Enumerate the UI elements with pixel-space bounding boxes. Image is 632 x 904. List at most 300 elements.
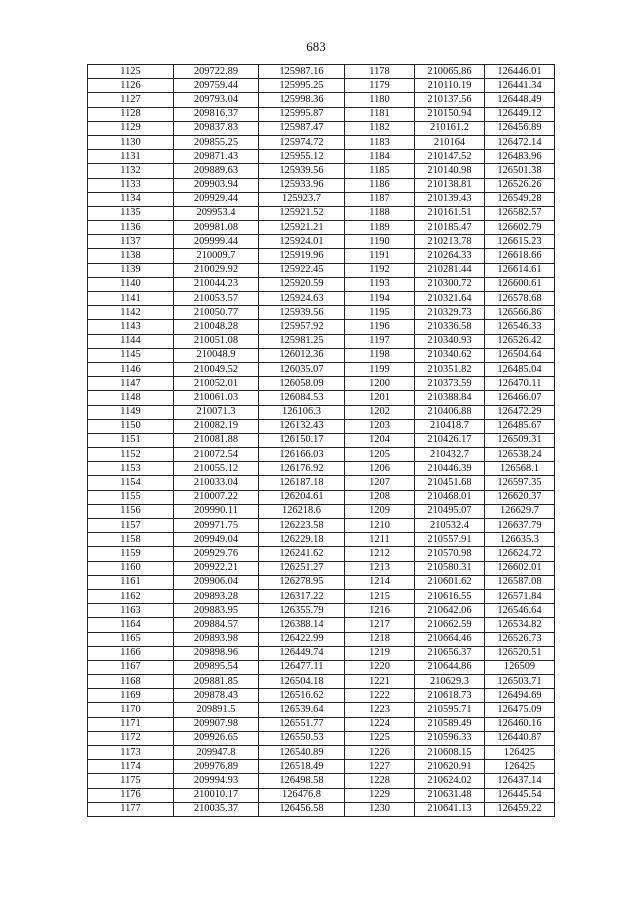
point-number-right-cell: 1200 (345, 377, 415, 391)
point-number-right-cell: 1186 (345, 178, 415, 192)
point-number-right-cell: 1230 (345, 802, 415, 816)
x-coordinate-right-cell: 210185.47 (415, 221, 485, 235)
x-coordinate-right-cell: 210139.43 (415, 192, 485, 206)
y-coordinate-right-cell: 126503.71 (485, 675, 555, 689)
y-coordinate-left-cell: 126223.58 (259, 519, 345, 533)
x-coordinate-right-cell: 210340.93 (415, 334, 485, 348)
x-coordinate-left-cell: 209929.76 (174, 547, 259, 561)
point-number-left-cell: 1158 (88, 533, 174, 547)
point-number-left-cell: 1145 (88, 348, 174, 362)
point-number-right-cell: 1199 (345, 362, 415, 376)
point-number-left-cell: 1133 (88, 178, 174, 192)
x-coordinate-left-cell: 209949.04 (174, 533, 259, 547)
point-number-right-cell: 1222 (345, 689, 415, 703)
table-row (88, 362, 555, 376)
point-number-left-cell: 1152 (88, 448, 174, 462)
table-row (88, 448, 555, 462)
x-coordinate-right-cell: 210468.01 (415, 490, 485, 504)
y-coordinate-left-cell: 126166.03 (259, 448, 345, 462)
point-number-right-cell: 1207 (345, 476, 415, 490)
point-number-left-cell: 1163 (88, 604, 174, 618)
x-coordinate-left-cell: 210035.37 (174, 802, 259, 816)
x-coordinate-right-cell: 210065.86 (415, 65, 485, 79)
point-number-left-cell: 1142 (88, 306, 174, 320)
y-coordinate-right-cell: 126441.34 (485, 79, 555, 93)
point-number-right-cell: 1188 (345, 206, 415, 220)
y-coordinate-left-cell: 125957.92 (259, 320, 345, 334)
point-number-right-cell: 1229 (345, 788, 415, 802)
y-coordinate-left-cell: 125921.21 (259, 221, 345, 235)
point-number-right-cell: 1195 (345, 306, 415, 320)
x-coordinate-right-cell: 210161.51 (415, 206, 485, 220)
y-coordinate-left-cell: 125995.87 (259, 107, 345, 121)
y-coordinate-right-cell: 126571.84 (485, 589, 555, 603)
x-coordinate-right-cell: 210580.31 (415, 561, 485, 575)
y-coordinate-left-cell: 126456.58 (259, 802, 345, 816)
point-number-left-cell: 1160 (88, 561, 174, 575)
point-number-left-cell: 1138 (88, 249, 174, 263)
point-number-right-cell: 1218 (345, 632, 415, 646)
x-coordinate-right-cell: 210300.72 (415, 277, 485, 291)
table-row (88, 519, 555, 533)
y-coordinate-left-cell: 126551.77 (259, 717, 345, 731)
y-coordinate-right-cell: 126526.73 (485, 632, 555, 646)
table-row (88, 419, 555, 433)
table-row (88, 646, 555, 660)
table-row (88, 504, 555, 518)
x-coordinate-right-cell: 210446.39 (415, 462, 485, 476)
point-number-left-cell: 1167 (88, 660, 174, 674)
y-coordinate-right-cell: 126602.79 (485, 221, 555, 235)
table-row (88, 292, 555, 306)
point-number-right-cell: 1227 (345, 760, 415, 774)
point-number-left-cell: 1141 (88, 292, 174, 306)
y-coordinate-right-cell: 126437.14 (485, 774, 555, 788)
y-coordinate-right-cell: 126597.35 (485, 476, 555, 490)
table-row (88, 689, 555, 703)
table-row (88, 221, 555, 235)
y-coordinate-left-cell: 125922.45 (259, 263, 345, 277)
point-number-left-cell: 1176 (88, 788, 174, 802)
point-number-right-cell: 1187 (345, 192, 415, 206)
y-coordinate-left-cell: 126204.61 (259, 490, 345, 504)
point-number-left-cell: 1159 (88, 547, 174, 561)
point-number-left-cell: 1132 (88, 164, 174, 178)
y-coordinate-left-cell: 125924.63 (259, 292, 345, 306)
point-number-left-cell: 1125 (88, 65, 174, 79)
y-coordinate-left-cell: 125955.12 (259, 150, 345, 164)
x-coordinate-left-cell: 209906.04 (174, 575, 259, 589)
x-coordinate-left-cell: 209990.11 (174, 504, 259, 518)
table-row (88, 107, 555, 121)
x-coordinate-left-cell: 209837.83 (174, 121, 259, 135)
table-row (88, 547, 555, 561)
x-coordinate-right-cell: 210495.07 (415, 504, 485, 518)
point-number-right-cell: 1184 (345, 150, 415, 164)
y-coordinate-left-cell: 125919.96 (259, 249, 345, 263)
table-row (88, 164, 555, 178)
point-number-right-cell: 1203 (345, 419, 415, 433)
table-row (88, 192, 555, 206)
y-coordinate-right-cell: 126620.37 (485, 490, 555, 504)
point-number-right-cell: 1223 (345, 703, 415, 717)
point-number-right-cell: 1189 (345, 221, 415, 235)
x-coordinate-right-cell: 210618.73 (415, 689, 485, 703)
x-coordinate-right-cell: 210329.73 (415, 306, 485, 320)
y-coordinate-left-cell: 126539.64 (259, 703, 345, 717)
point-number-right-cell: 1217 (345, 618, 415, 632)
x-coordinate-left-cell: 210033.04 (174, 476, 259, 490)
table-row (88, 561, 555, 575)
table-row (88, 320, 555, 334)
point-number-left-cell: 1161 (88, 575, 174, 589)
x-coordinate-left-cell: 209871.43 (174, 150, 259, 164)
y-coordinate-right-cell: 126614.61 (485, 263, 555, 277)
point-number-right-cell: 1192 (345, 263, 415, 277)
coordinate-table-body (88, 65, 555, 817)
x-coordinate-right-cell: 210388.84 (415, 391, 485, 405)
point-number-left-cell: 1153 (88, 462, 174, 476)
x-coordinate-right-cell: 210336.58 (415, 320, 485, 334)
x-coordinate-left-cell: 209816.37 (174, 107, 259, 121)
y-coordinate-left-cell: 126540.89 (259, 746, 345, 760)
y-coordinate-right-cell: 126440.87 (485, 731, 555, 745)
y-coordinate-left-cell: 126550.53 (259, 731, 345, 745)
x-coordinate-right-cell: 210662.59 (415, 618, 485, 632)
point-number-left-cell: 1164 (88, 618, 174, 632)
table-row (88, 746, 555, 760)
point-number-left-cell: 1131 (88, 150, 174, 164)
x-coordinate-left-cell: 209981.08 (174, 221, 259, 235)
point-number-left-cell: 1166 (88, 646, 174, 660)
table-row (88, 462, 555, 476)
table-row (88, 660, 555, 674)
table-row (88, 405, 555, 419)
table-row (88, 306, 555, 320)
x-coordinate-right-cell: 210596.33 (415, 731, 485, 745)
y-coordinate-right-cell: 126425 (485, 760, 555, 774)
x-coordinate-left-cell: 209903.94 (174, 178, 259, 192)
y-coordinate-left-cell: 126518.49 (259, 760, 345, 774)
point-number-right-cell: 1215 (345, 589, 415, 603)
x-coordinate-right-cell: 210150.94 (415, 107, 485, 121)
y-coordinate-right-cell: 126615.23 (485, 235, 555, 249)
x-coordinate-left-cell: 209889.63 (174, 164, 259, 178)
y-coordinate-right-cell: 126578.68 (485, 292, 555, 306)
point-number-right-cell: 1202 (345, 405, 415, 419)
table-row (88, 533, 555, 547)
y-coordinate-right-cell: 126483.96 (485, 150, 555, 164)
point-number-right-cell: 1216 (345, 604, 415, 618)
table-row (88, 249, 555, 263)
y-coordinate-left-cell: 126388.14 (259, 618, 345, 632)
y-coordinate-right-cell: 126485.04 (485, 362, 555, 376)
x-coordinate-left-cell: 209793.04 (174, 93, 259, 107)
x-coordinate-left-cell: 210072.54 (174, 448, 259, 462)
x-coordinate-left-cell: 210010.17 (174, 788, 259, 802)
point-number-right-cell: 1182 (345, 121, 415, 135)
table-row (88, 604, 555, 618)
y-coordinate-left-cell: 125995.25 (259, 79, 345, 93)
point-number-left-cell: 1172 (88, 731, 174, 745)
y-coordinate-right-cell: 126600.61 (485, 277, 555, 291)
y-coordinate-left-cell: 126251.27 (259, 561, 345, 575)
y-coordinate-left-cell: 126278.95 (259, 575, 345, 589)
table-row (88, 206, 555, 220)
x-coordinate-left-cell: 209878.43 (174, 689, 259, 703)
point-number-right-cell: 1213 (345, 561, 415, 575)
table-row (88, 788, 555, 802)
point-number-right-cell: 1226 (345, 746, 415, 760)
x-coordinate-right-cell: 210137.56 (415, 93, 485, 107)
point-number-right-cell: 1178 (345, 65, 415, 79)
x-coordinate-left-cell: 209947.8 (174, 746, 259, 760)
table-row (88, 348, 555, 362)
point-number-left-cell: 1156 (88, 504, 174, 518)
point-number-left-cell: 1127 (88, 93, 174, 107)
table-row (88, 334, 555, 348)
table-row (88, 476, 555, 490)
x-coordinate-right-cell: 210589.49 (415, 717, 485, 731)
x-coordinate-left-cell: 210009.7 (174, 249, 259, 263)
y-coordinate-right-cell: 126494.69 (485, 689, 555, 703)
point-number-right-cell: 1197 (345, 334, 415, 348)
point-number-left-cell: 1130 (88, 135, 174, 149)
point-number-left-cell: 1171 (88, 717, 174, 731)
x-coordinate-left-cell: 209999.44 (174, 235, 259, 249)
table-row (88, 65, 555, 79)
x-coordinate-right-cell: 210624.02 (415, 774, 485, 788)
y-coordinate-left-cell: 126229.18 (259, 533, 345, 547)
x-coordinate-left-cell: 210007.22 (174, 490, 259, 504)
point-number-right-cell: 1214 (345, 575, 415, 589)
table-row (88, 433, 555, 447)
y-coordinate-left-cell: 126422.99 (259, 632, 345, 646)
y-coordinate-left-cell: 125981.25 (259, 334, 345, 348)
point-number-right-cell: 1206 (345, 462, 415, 476)
x-coordinate-right-cell: 210340.62 (415, 348, 485, 362)
x-coordinate-right-cell: 210631.48 (415, 788, 485, 802)
y-coordinate-right-cell: 126425 (485, 746, 555, 760)
y-coordinate-left-cell: 125974.72 (259, 135, 345, 149)
x-coordinate-left-cell: 210071.3 (174, 405, 259, 419)
x-coordinate-right-cell: 210432.7 (415, 448, 485, 462)
point-number-left-cell: 1170 (88, 703, 174, 717)
y-coordinate-right-cell: 126475.09 (485, 703, 555, 717)
x-coordinate-left-cell: 209922.21 (174, 561, 259, 575)
y-coordinate-right-cell: 126526.26 (485, 178, 555, 192)
x-coordinate-left-cell: 209953.4 (174, 206, 259, 220)
y-coordinate-left-cell: 126241.62 (259, 547, 345, 561)
y-coordinate-right-cell: 126456.89 (485, 121, 555, 135)
x-coordinate-left-cell: 209881.85 (174, 675, 259, 689)
point-number-left-cell: 1143 (88, 320, 174, 334)
x-coordinate-right-cell: 210138.81 (415, 178, 485, 192)
y-coordinate-left-cell: 125987.47 (259, 121, 345, 135)
x-coordinate-right-cell: 210608.15 (415, 746, 485, 760)
table-row (88, 760, 555, 774)
x-coordinate-left-cell: 210082.19 (174, 419, 259, 433)
table-row (88, 79, 555, 93)
y-coordinate-right-cell: 126472.29 (485, 405, 555, 419)
y-coordinate-right-cell: 126485.67 (485, 419, 555, 433)
y-coordinate-left-cell: 126516.62 (259, 689, 345, 703)
x-coordinate-left-cell: 209994.93 (174, 774, 259, 788)
y-coordinate-right-cell: 126466.07 (485, 391, 555, 405)
x-coordinate-left-cell: 210053.57 (174, 292, 259, 306)
x-coordinate-right-cell: 210164 (415, 135, 485, 149)
y-coordinate-left-cell: 126504.18 (259, 675, 345, 689)
y-coordinate-right-cell: 126618.66 (485, 249, 555, 263)
coordinate-table (87, 64, 555, 817)
y-coordinate-left-cell: 126355.79 (259, 604, 345, 618)
x-coordinate-left-cell: 209895.54 (174, 660, 259, 674)
table-row (88, 802, 555, 816)
y-coordinate-left-cell: 125939.56 (259, 306, 345, 320)
point-number-left-cell: 1157 (88, 519, 174, 533)
y-coordinate-left-cell: 126218.6 (259, 504, 345, 518)
y-coordinate-left-cell: 125939.56 (259, 164, 345, 178)
point-number-right-cell: 1224 (345, 717, 415, 731)
y-coordinate-right-cell: 126445.54 (485, 788, 555, 802)
table-row (88, 675, 555, 689)
y-coordinate-right-cell: 126582.57 (485, 206, 555, 220)
x-coordinate-right-cell: 210601.62 (415, 575, 485, 589)
y-coordinate-right-cell: 126538.24 (485, 448, 555, 462)
point-number-right-cell: 1190 (345, 235, 415, 249)
x-coordinate-left-cell: 210051.08 (174, 334, 259, 348)
table-row (88, 618, 555, 632)
point-number-right-cell: 1228 (345, 774, 415, 788)
point-number-right-cell: 1194 (345, 292, 415, 306)
point-number-left-cell: 1126 (88, 79, 174, 93)
table-row (88, 121, 555, 135)
point-number-left-cell: 1139 (88, 263, 174, 277)
point-number-left-cell: 1175 (88, 774, 174, 788)
x-coordinate-left-cell: 209883.95 (174, 604, 259, 618)
point-number-right-cell: 1210 (345, 519, 415, 533)
y-coordinate-left-cell: 126449.74 (259, 646, 345, 660)
table-row (88, 277, 555, 291)
table-row (88, 377, 555, 391)
y-coordinate-left-cell: 126058.09 (259, 377, 345, 391)
point-number-right-cell: 1191 (345, 249, 415, 263)
y-coordinate-right-cell: 126449.12 (485, 107, 555, 121)
point-number-right-cell: 1179 (345, 79, 415, 93)
x-coordinate-left-cell: 209891.5 (174, 703, 259, 717)
x-coordinate-right-cell: 210451.68 (415, 476, 485, 490)
point-number-left-cell: 1128 (88, 107, 174, 121)
x-coordinate-right-cell: 210641.13 (415, 802, 485, 816)
point-number-left-cell: 1168 (88, 675, 174, 689)
x-coordinate-right-cell: 210664.46 (415, 632, 485, 646)
y-coordinate-left-cell: 125933.96 (259, 178, 345, 192)
x-coordinate-right-cell: 210656.37 (415, 646, 485, 660)
y-coordinate-right-cell: 126602.01 (485, 561, 555, 575)
point-number-left-cell: 1177 (88, 802, 174, 816)
y-coordinate-left-cell: 126150.17 (259, 433, 345, 447)
point-number-left-cell: 1169 (88, 689, 174, 703)
point-number-left-cell: 1135 (88, 206, 174, 220)
x-coordinate-right-cell: 210642.06 (415, 604, 485, 618)
y-coordinate-left-cell: 125923.7 (259, 192, 345, 206)
point-number-left-cell: 1144 (88, 334, 174, 348)
point-number-left-cell: 1173 (88, 746, 174, 760)
x-coordinate-left-cell: 209759.44 (174, 79, 259, 93)
x-coordinate-right-cell: 210264.33 (415, 249, 485, 263)
x-coordinate-right-cell: 210629.3 (415, 675, 485, 689)
x-coordinate-left-cell: 210048.9 (174, 348, 259, 362)
x-coordinate-right-cell: 210595.71 (415, 703, 485, 717)
point-number-left-cell: 1129 (88, 121, 174, 135)
y-coordinate-left-cell: 125998.36 (259, 93, 345, 107)
x-coordinate-left-cell: 209971.75 (174, 519, 259, 533)
y-coordinate-right-cell: 126446.01 (485, 65, 555, 79)
point-number-left-cell: 1140 (88, 277, 174, 291)
point-number-right-cell: 1196 (345, 320, 415, 334)
y-coordinate-right-cell: 126624.72 (485, 547, 555, 561)
y-coordinate-right-cell: 126546.33 (485, 320, 555, 334)
point-number-right-cell: 1183 (345, 135, 415, 149)
x-coordinate-right-cell: 210616.55 (415, 589, 485, 603)
table-row (88, 774, 555, 788)
point-number-right-cell: 1185 (345, 164, 415, 178)
x-coordinate-left-cell: 210044.23 (174, 277, 259, 291)
x-coordinate-right-cell: 210373.59 (415, 377, 485, 391)
point-number-left-cell: 1154 (88, 476, 174, 490)
point-number-right-cell: 1212 (345, 547, 415, 561)
point-number-left-cell: 1174 (88, 760, 174, 774)
y-coordinate-left-cell: 126035.07 (259, 362, 345, 376)
point-number-right-cell: 1219 (345, 646, 415, 660)
y-coordinate-right-cell: 126459.22 (485, 802, 555, 816)
x-coordinate-right-cell: 210147.52 (415, 150, 485, 164)
x-coordinate-left-cell: 209929.44 (174, 192, 259, 206)
y-coordinate-right-cell: 126448.49 (485, 93, 555, 107)
point-number-right-cell: 1221 (345, 675, 415, 689)
point-number-right-cell: 1209 (345, 504, 415, 518)
point-number-right-cell: 1208 (345, 490, 415, 504)
x-coordinate-right-cell: 210281.44 (415, 263, 485, 277)
table-row (88, 135, 555, 149)
y-coordinate-left-cell: 126132.43 (259, 419, 345, 433)
y-coordinate-right-cell: 126549.28 (485, 192, 555, 206)
x-coordinate-left-cell: 210049.52 (174, 362, 259, 376)
y-coordinate-right-cell: 126526.42 (485, 334, 555, 348)
y-coordinate-left-cell: 126476.8 (259, 788, 345, 802)
y-coordinate-right-cell: 126635.3 (485, 533, 555, 547)
x-coordinate-right-cell: 210620.91 (415, 760, 485, 774)
table-row (88, 178, 555, 192)
x-coordinate-right-cell: 210140.98 (415, 164, 485, 178)
x-coordinate-right-cell: 210351.82 (415, 362, 485, 376)
y-coordinate-right-cell: 126509 (485, 660, 555, 674)
y-coordinate-left-cell: 126187.18 (259, 476, 345, 490)
table-row (88, 703, 555, 717)
x-coordinate-left-cell: 210052.01 (174, 377, 259, 391)
point-number-right-cell: 1193 (345, 277, 415, 291)
point-number-left-cell: 1136 (88, 221, 174, 235)
x-coordinate-right-cell: 210557.91 (415, 533, 485, 547)
point-number-right-cell: 1205 (345, 448, 415, 462)
x-coordinate-right-cell: 210532.4 (415, 519, 485, 533)
x-coordinate-right-cell: 210321.64 (415, 292, 485, 306)
point-number-right-cell: 1204 (345, 433, 415, 447)
x-coordinate-right-cell: 210570.98 (415, 547, 485, 561)
point-number-right-cell: 1225 (345, 731, 415, 745)
x-coordinate-right-cell: 210161.2 (415, 121, 485, 135)
y-coordinate-right-cell: 126534.82 (485, 618, 555, 632)
